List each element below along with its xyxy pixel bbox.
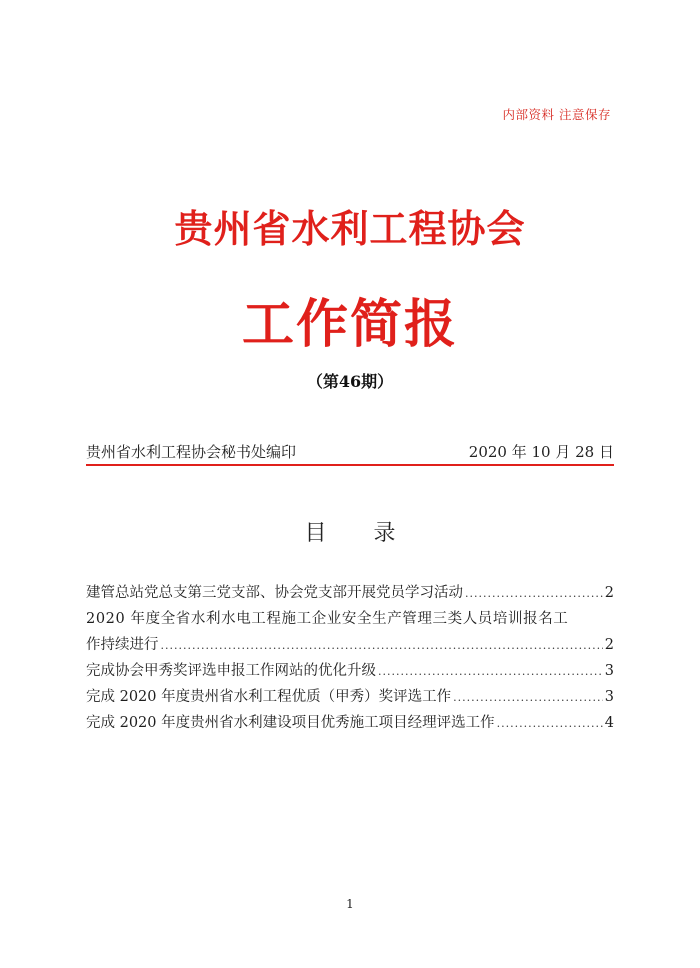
red-rule-divider (86, 464, 614, 466)
toc-heading (0, 516, 700, 547)
toc-heading-char-2: 录 (373, 521, 396, 546)
publisher: 贵州省水利工程协会秘书处编印 (86, 443, 297, 461)
toc-leader-dots (161, 633, 603, 659)
toc-entry[interactable] (86, 710, 614, 736)
toc-leader-dots (378, 659, 603, 685)
toc-entry-page: 3 (604, 689, 614, 705)
toc-entry-text: 2020 年度全省水利水电工程施工企业安全生产管理三类人员培训报名工 (86, 611, 569, 627)
toc-entry[interactable] (86, 580, 614, 606)
toc-entry-page: 2 (604, 637, 614, 653)
page-number: 1 (346, 897, 354, 911)
organization-title: 贵州省水利工程协会 (174, 206, 526, 251)
confidential-note: 内部资料 注意保存 (502, 107, 611, 122)
toc-heading-char-1: 目 (304, 521, 327, 546)
toc-entry-text: 完成 2020 年度贵州省水利建设项目优秀施工项目经理评选工作 (86, 715, 495, 731)
table-of-contents (86, 580, 614, 736)
toc-entry-text: 完成协会甲秀奖评选申报工作网站的优化升级 (86, 663, 376, 679)
toc-entry-text: 建管总站党总支第三党支部、协会党支部开展党员学习活动 (86, 585, 463, 601)
toc-entry-continuation (86, 632, 614, 658)
toc-entry[interactable] (86, 684, 614, 710)
toc-leader-dots (465, 581, 603, 607)
toc-entry-text: 完成 2020 年度贵州省水利工程优质（甲秀）奖评选工作 (86, 689, 452, 705)
toc-leader-dots (453, 685, 603, 711)
toc-entry-page: 3 (604, 663, 614, 679)
toc-entry[interactable] (86, 606, 614, 658)
toc-entry-page: 2 (604, 585, 614, 601)
toc-leader-dots (497, 711, 603, 737)
toc-entry-text: 作持续进行 (86, 637, 159, 653)
publication-title: 工作简报 (241, 294, 458, 355)
issue-number: （第46期） (306, 372, 394, 391)
publish-date: 2020 年 10 月 28 日 (468, 443, 614, 461)
toc-entry[interactable] (86, 658, 614, 684)
toc-entry-page: 4 (604, 715, 614, 731)
